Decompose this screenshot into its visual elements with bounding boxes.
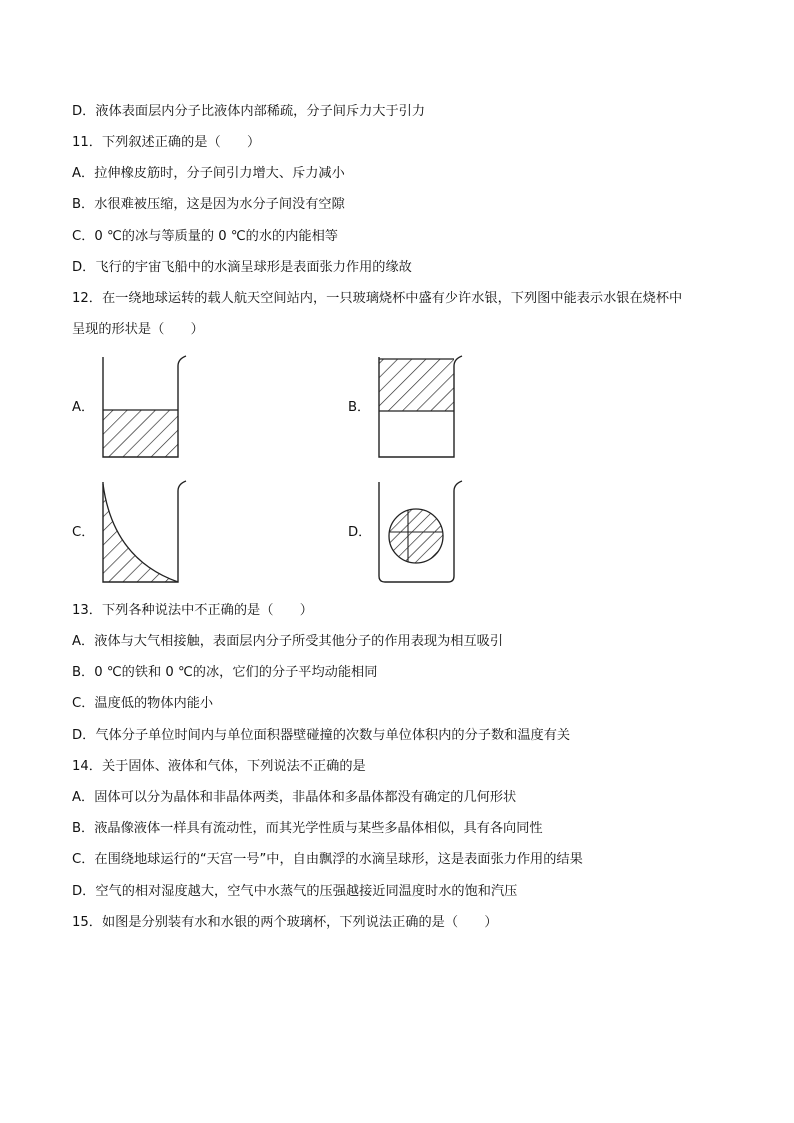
q12-option-c-label: C．: [72, 525, 95, 540]
q11-stem: 11．下列叙述正确的是（ ）: [72, 135, 261, 150]
q11-option-a: A．拉伸橡皮筋时，分子间引力增大、斥力减小: [72, 166, 345, 181]
beaker-figure-a: [98, 354, 190, 462]
q12-stem-line2: 呈现的形状是（ ）: [72, 322, 204, 337]
q13-option-a: A．液体与大气相接触，表面层内分子所受其他分子的作用表现为相互吸引: [72, 634, 504, 649]
mercury-fill: [103, 484, 178, 582]
q11-option-b: B．水很难被压缩，这是因为水分子间没有空隙: [72, 197, 345, 212]
beaker-figure-b: [374, 354, 466, 462]
q10-option-d: D．液体表面层内分子比液体内部稀疏，分子间斥力大于引力: [72, 104, 426, 119]
mercury-fill: [103, 410, 178, 457]
q15-stem: 15．如图是分别装有水和水银的两个玻璃杯，下列说法正确的是（ ）: [72, 915, 498, 930]
q13-option-b: B．0 ℃的铁和 0 ℃的冰，它们的分子平均动能相同: [72, 665, 378, 680]
q14-stem: 14．关于固体、液体和气体，下列说法不正确的是: [72, 759, 366, 774]
q14-option-b: B．液晶像液体一样具有流动性，而其光学性质与某些多晶体相似，具有各向同性: [72, 821, 543, 836]
q11-option-c: C．0 ℃的冰与等质量的 0 ℃的水的内能相等: [72, 229, 338, 244]
q13-stem: 13．下列各种说法中不正确的是（ ）: [72, 603, 313, 618]
q12-option-b-label: B．: [348, 400, 371, 415]
q12-option-d-label: D．: [348, 525, 372, 540]
beaker-figure-c: [98, 479, 190, 589]
mercury-fill: [379, 359, 454, 411]
q14-option-d: D．空气的相对湿度越大，空气中水蒸气的压强越接近同温度时水的饱和汽压: [72, 884, 518, 899]
q12-option-a-label: A．: [72, 400, 95, 415]
mercury-sphere: [389, 509, 443, 563]
q11-option-d: D．飞行的宇宙飞船中的水滴呈球形是表面张力作用的缘故: [72, 260, 412, 275]
q13-option-d: D．气体分子单位时间内与单位面积器壁碰撞的次数与单位体积内的分子数和温度有关: [72, 728, 571, 743]
q14-option-a: A．固体可以分为晶体和非晶体两类，非晶体和多晶体都没有确定的几何形状: [72, 790, 517, 805]
q13-option-c: C．温度低的物体内能小: [72, 696, 214, 711]
beaker-figure-d: [374, 479, 466, 589]
q14-option-c: C．在围绕地球运行的“天宫一号”中，自由飘浮的水滴呈球形，这是表面张力作用的结果: [72, 852, 583, 867]
q12-stem-line1: 12．在一绕地球运转的载人航天空间站内，一只玻璃烧杯中盛有少许水银，下列图中能表示水银在烧杯中: [72, 291, 683, 306]
